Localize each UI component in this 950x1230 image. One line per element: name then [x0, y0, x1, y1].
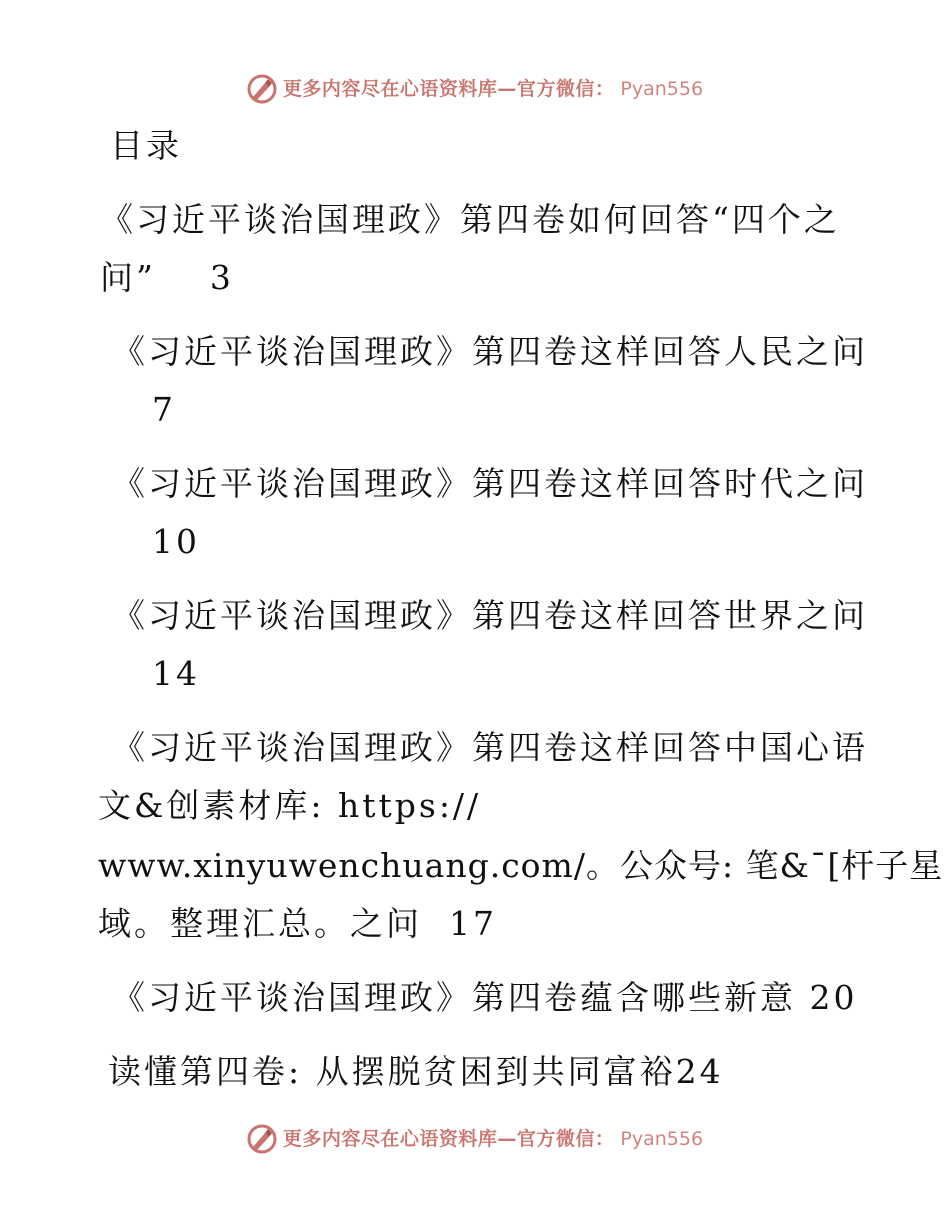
toc-entry-4-page: 14	[152, 654, 200, 693]
toc-entry-3-line-1: 《习近平谈治国理政》第四卷这样回答时代之问	[112, 464, 868, 503]
toc-entry-2-page: 7	[152, 390, 176, 429]
toc-entry-4-line-1: 《习近平谈治国理政》第四卷这样回答世界之问	[112, 596, 868, 635]
watermark-text: 更多内容尽在心语资料库—官方微信：	[282, 1128, 615, 1150]
toc-entry-3-page: 10	[152, 522, 200, 561]
toc-entry-7: 读懂第四卷: 从摆脱贫困到共同富裕24	[108, 1052, 724, 1091]
toc-heading: 目录	[110, 126, 182, 165]
toc-entry-1-line-2: 问” 3	[100, 258, 234, 297]
toc-entry-5-line-3: www.xinyuwenchuang.com/。公众号: 笔&¯[杆子星	[98, 846, 944, 885]
pen-logo-icon	[247, 1124, 277, 1154]
toc-entry-1-line-1: 《习近平谈治国理政》第四卷如何回答“四个之	[100, 200, 840, 239]
toc-entry-5-line-4: 域。整理汇总。之问 17	[98, 904, 497, 943]
toc-entry-2-line-1: 《习近平谈治国理政》第四卷这样回答人民之问	[112, 332, 868, 371]
toc-entry-5-line-2: 文&创素材库: https://	[98, 786, 482, 825]
watermark-wechat-id: Pyan556	[620, 1128, 704, 1150]
toc-entry-5-line-1: 《习近平谈治国理政》第四卷这样回答中国心语	[112, 728, 868, 767]
toc-entry-6: 《习近平谈治国理政》第四卷蕴含哪些新意 20	[112, 978, 858, 1017]
watermark-wechat-id: Pyan556	[620, 78, 704, 100]
watermark-header	[0, 74, 950, 104]
watermark-text: 更多内容尽在心语资料库—官方微信：	[282, 78, 615, 100]
watermark-footer	[0, 1124, 950, 1154]
pen-logo-icon	[247, 74, 277, 104]
